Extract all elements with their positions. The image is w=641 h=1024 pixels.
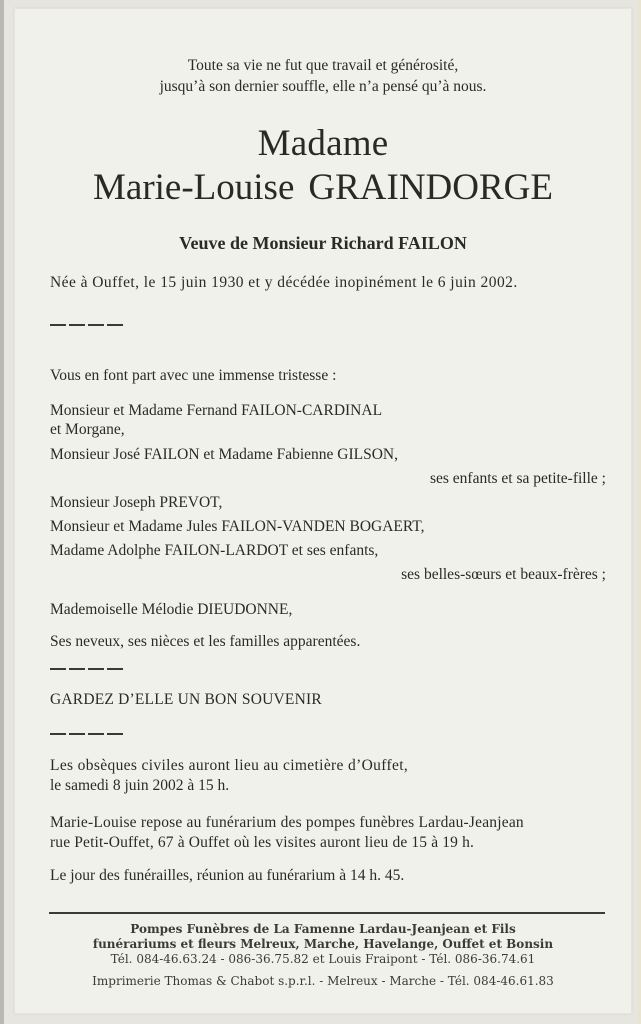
separator-dashes-1 (50, 324, 123, 326)
epigraph-line-1: Toute sa vie ne fut que travail et générosité, (187, 57, 459, 74)
in-laws-label: ses belles-sœurs et beaux-frères ; (401, 566, 606, 583)
birth-death-line: Née à Ouffet, le 15 juin 1930 et y décédée inopinément le 6 juin 2002. (50, 274, 518, 291)
memorial-card (14, 8, 632, 1014)
deceased-first-name: Marie-Louise (93, 167, 295, 208)
in-law-line: Monsieur et Madame Jules FAILON-VANDEN BOGAERT, (50, 518, 425, 535)
frame-edge-left (0, 0, 4, 1024)
family-line: et Morgane, (50, 421, 125, 438)
announcement-intro: Vous en font part avec une immense tristesse : (50, 367, 337, 384)
in-law-line: Monsieur Joseph PREVOT, (50, 494, 223, 511)
deceased-last-name: GRAINDORGE (308, 167, 553, 208)
footer-rule (49, 912, 605, 914)
undertaker-phones: Tél. 084-46.63.24 - 086-36.75.82 et Louis Fraipont - Tél. 086-36.74.61 (110, 952, 536, 966)
undertaker-services: funérariums et fleurs Melreux, Marche, Havelange, Ouffet et Bonsin (92, 937, 554, 951)
funeral-line-2: le samedi 8 juin 2002 à 15 h. (50, 777, 230, 794)
printer-credit: Imprimerie Thomas & Chabot s.p.r.l. - Melreux - Marche - Tél. 084-46.61.83 (92, 974, 554, 988)
other-relative-line: Mademoiselle Mélodie DIEUDONNE, (50, 601, 293, 618)
rest-line-2: rue Petit-Ouffet, 67 à Ouffet où les visites auront lieu de 15 à 19 h. (50, 834, 475, 851)
widow-of: Veuve de Monsieur Richard FAILON (179, 233, 467, 253)
funeral-line-1: Les obsèques civiles auront lieu au cimetière d’Ouffet, (50, 757, 409, 774)
in-law-line: Madame Adolphe FAILON-LARDOT et ses enfants, (50, 542, 379, 559)
family-line: Monsieur et Madame Fernand FAILON-CARDINAL (50, 402, 383, 419)
children-label: ses enfants et sa petite-fille ; (429, 470, 606, 487)
deceased-name (14, 166, 632, 209)
rest-line-1: Marie-Louise repose au funérarium des pompes funèbres Lardau-Jeanjean (50, 814, 524, 831)
separator-dashes-3 (50, 733, 123, 735)
deceased-title: Madame (257, 123, 389, 164)
remembrance-line: GARDEZ D’ELLE UN BON SOUVENIR (50, 691, 322, 708)
separator-dashes-2 (50, 668, 123, 670)
epigraph-line-2: jusqu’à son dernier souffle, elle n’a pensé qu’à nous. (159, 78, 487, 95)
family-line: Monsieur José FAILON et Madame Fabienne GILSON, (50, 446, 398, 463)
extended-family-line: Ses neveux, ses nièces et les familles apparentées. (50, 633, 361, 650)
meeting-line: Le jour des funérailles, réunion au funérarium à 14 h. 45. (50, 867, 405, 884)
undertaker-name: Pompes Funèbres de La Famenne Lardau-Jeanjean et Fils (130, 922, 516, 936)
